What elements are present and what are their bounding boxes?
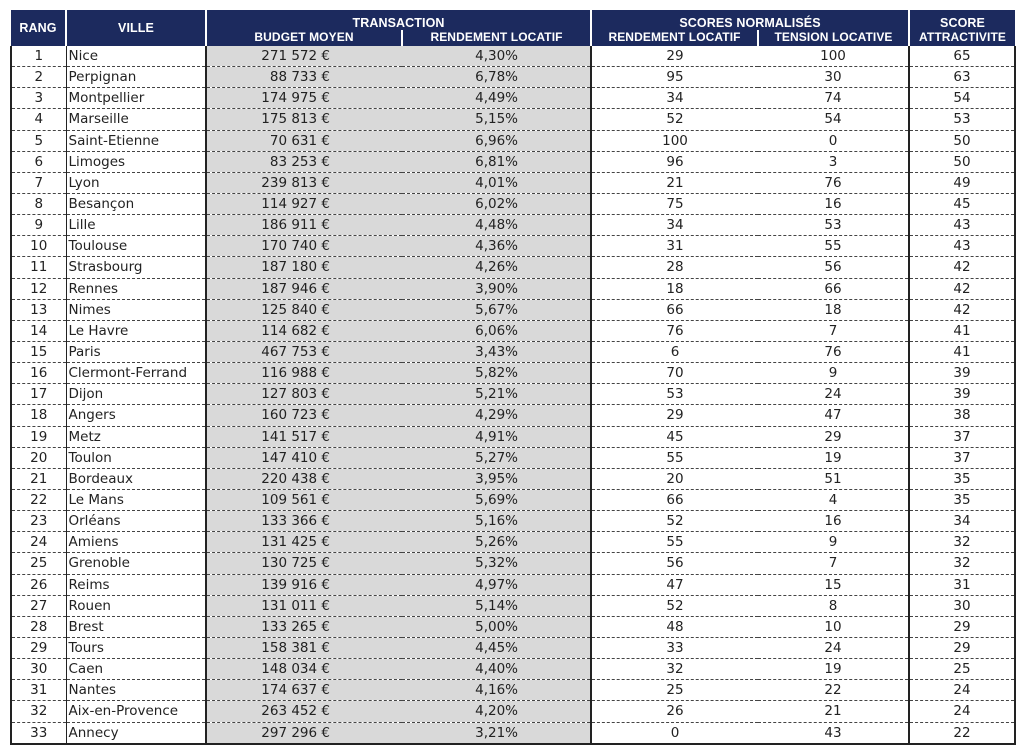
score-rendement-cell: 28 — [591, 257, 758, 278]
score-rendement-cell: 0 — [591, 722, 758, 744]
ville-cell: Grenoble — [66, 553, 206, 574]
rendement-cell: 4,01% — [402, 172, 591, 193]
score-attractivite-cell: 29 — [909, 616, 1015, 637]
score-attractivite-cell: 22 — [909, 722, 1015, 744]
rang-cell: 5 — [11, 130, 66, 151]
budget-cell: 147 410 € — [206, 447, 402, 468]
score-rendement-cell: 76 — [591, 320, 758, 341]
rang-cell: 11 — [11, 257, 66, 278]
score-attractivite-cell: 42 — [909, 257, 1015, 278]
table-row — [11, 320, 1015, 341]
rendement-cell: 6,96% — [402, 130, 591, 151]
ville-cell: Lyon — [66, 172, 206, 193]
rang-cell: 19 — [11, 426, 66, 447]
table-row — [11, 595, 1015, 616]
rendement-cell: 5,67% — [402, 299, 591, 320]
score-rendement-cell: 66 — [591, 489, 758, 510]
table-row — [11, 341, 1015, 362]
score-attractivite-cell: 39 — [909, 363, 1015, 384]
score-attractivite-cell: 25 — [909, 659, 1015, 680]
table-row — [11, 405, 1015, 426]
table-row — [11, 447, 1015, 468]
ville-cell: Nice — [66, 46, 206, 67]
rendement-cell: 3,95% — [402, 468, 591, 489]
rendement-cell: 4,30% — [402, 46, 591, 67]
score-attractivite-cell: 39 — [909, 384, 1015, 405]
ville-cell: Reims — [66, 574, 206, 595]
score-tension-cell: 3 — [758, 151, 909, 172]
header-budget-moyen: BUDGET MOYEN — [206, 30, 402, 46]
budget-cell: 141 517 € — [206, 426, 402, 447]
rang-cell: 26 — [11, 574, 66, 595]
budget-cell: 160 723 € — [206, 405, 402, 426]
score-tension-cell: 10 — [758, 616, 909, 637]
score-attractivite-cell: 34 — [909, 511, 1015, 532]
score-tension-cell: 30 — [758, 67, 909, 88]
rang-cell: 3 — [11, 88, 66, 109]
score-attractivite-cell: 38 — [909, 405, 1015, 426]
table-row — [11, 722, 1015, 744]
header-score: SCORE — [909, 10, 1015, 30]
score-attractivite-cell: 24 — [909, 680, 1015, 701]
rang-cell: 25 — [11, 553, 66, 574]
header-scores-normalises: SCORES NORMALISÉS — [591, 10, 909, 30]
ville-cell: Metz — [66, 426, 206, 447]
budget-cell: 139 916 € — [206, 574, 402, 595]
rang-cell: 10 — [11, 236, 66, 257]
score-tension-cell: 47 — [758, 405, 909, 426]
score-rendement-cell: 20 — [591, 468, 758, 489]
score-attractivite-cell: 63 — [909, 67, 1015, 88]
rendement-cell: 4,48% — [402, 215, 591, 236]
score-tension-cell: 7 — [758, 320, 909, 341]
budget-cell: 114 682 € — [206, 320, 402, 341]
budget-cell: 220 438 € — [206, 468, 402, 489]
table-row — [11, 468, 1015, 489]
budget-cell: 83 253 € — [206, 151, 402, 172]
table-row — [11, 616, 1015, 637]
score-attractivite-cell: 41 — [909, 320, 1015, 341]
score-attractivite-cell: 43 — [909, 236, 1015, 257]
score-tension-cell: 16 — [758, 511, 909, 532]
table-row — [11, 363, 1015, 384]
ville-cell: Tours — [66, 637, 206, 658]
score-tension-cell: 74 — [758, 88, 909, 109]
rendement-cell: 5,26% — [402, 532, 591, 553]
score-rendement-cell: 21 — [591, 172, 758, 193]
rang-cell: 16 — [11, 363, 66, 384]
header-scores-rendement-locatif: RENDEMENT LOCATIF — [591, 30, 758, 46]
score-attractivite-cell: 30 — [909, 595, 1015, 616]
rang-cell: 9 — [11, 215, 66, 236]
rang-cell: 21 — [11, 468, 66, 489]
budget-cell: 187 946 € — [206, 278, 402, 299]
table-body — [11, 46, 1015, 744]
rendement-cell: 5,82% — [402, 363, 591, 384]
rendement-cell: 3,43% — [402, 341, 591, 362]
score-attractivite-cell: 45 — [909, 193, 1015, 214]
score-tension-cell: 43 — [758, 722, 909, 744]
score-tension-cell: 19 — [758, 659, 909, 680]
table-row — [11, 384, 1015, 405]
rang-cell: 32 — [11, 701, 66, 722]
ville-cell: Caen — [66, 659, 206, 680]
ville-cell: Rennes — [66, 278, 206, 299]
budget-cell: 88 733 € — [206, 67, 402, 88]
table-row — [11, 574, 1015, 595]
rang-cell: 24 — [11, 532, 66, 553]
ville-cell: Strasbourg — [66, 257, 206, 278]
score-attractivite-cell: 41 — [909, 341, 1015, 362]
ville-cell: Clermont-Ferrand — [66, 363, 206, 384]
score-rendement-cell: 48 — [591, 616, 758, 637]
rendement-cell: 4,29% — [402, 405, 591, 426]
table-row — [11, 553, 1015, 574]
table-row — [11, 46, 1015, 67]
header-attractivite: ATTRACTIVITE — [909, 30, 1015, 46]
rendement-cell: 5,14% — [402, 595, 591, 616]
rang-cell: 23 — [11, 511, 66, 532]
budget-cell: 186 911 € — [206, 215, 402, 236]
ville-cell: Marseille — [66, 109, 206, 130]
header-transaction: TRANSACTION — [206, 10, 591, 30]
ville-cell: Montpellier — [66, 88, 206, 109]
budget-cell: 114 927 € — [206, 193, 402, 214]
score-rendement-cell: 45 — [591, 426, 758, 447]
rendement-cell: 4,91% — [402, 426, 591, 447]
table-row — [11, 299, 1015, 320]
score-rendement-cell: 52 — [591, 595, 758, 616]
ville-cell: Annecy — [66, 722, 206, 744]
ville-cell: Dijon — [66, 384, 206, 405]
rendement-cell: 4,26% — [402, 257, 591, 278]
score-rendement-cell: 53 — [591, 384, 758, 405]
budget-cell: 131 011 € — [206, 595, 402, 616]
table-row — [11, 172, 1015, 193]
budget-cell: 175 813 € — [206, 109, 402, 130]
header-rang: RANG — [11, 10, 66, 46]
table-row — [11, 215, 1015, 236]
score-rendement-cell: 55 — [591, 447, 758, 468]
rang-cell: 7 — [11, 172, 66, 193]
score-attractivite-cell: 37 — [909, 426, 1015, 447]
rendement-cell: 4,97% — [402, 574, 591, 595]
score-attractivite-cell: 42 — [909, 299, 1015, 320]
score-rendement-cell: 6 — [591, 341, 758, 362]
budget-cell: 174 975 € — [206, 88, 402, 109]
score-rendement-cell: 95 — [591, 67, 758, 88]
score-tension-cell: 56 — [758, 257, 909, 278]
rendement-cell: 5,00% — [402, 616, 591, 637]
rang-cell: 27 — [11, 595, 66, 616]
rang-cell: 31 — [11, 680, 66, 701]
ville-cell: Brest — [66, 616, 206, 637]
score-tension-cell: 55 — [758, 236, 909, 257]
rendement-cell: 5,21% — [402, 384, 591, 405]
score-attractivite-cell: 35 — [909, 489, 1015, 510]
score-attractivite-cell: 43 — [909, 215, 1015, 236]
score-attractivite-cell: 42 — [909, 278, 1015, 299]
table-row — [11, 193, 1015, 214]
score-tension-cell: 53 — [758, 215, 909, 236]
rang-cell: 12 — [11, 278, 66, 299]
score-rendement-cell: 18 — [591, 278, 758, 299]
score-tension-cell: 51 — [758, 468, 909, 489]
score-rendement-cell: 25 — [591, 680, 758, 701]
rendement-cell: 4,40% — [402, 659, 591, 680]
rang-cell: 17 — [11, 384, 66, 405]
score-tension-cell: 18 — [758, 299, 909, 320]
rendement-cell: 4,45% — [402, 637, 591, 658]
rendement-cell: 6,02% — [402, 193, 591, 214]
rang-cell: 20 — [11, 447, 66, 468]
rang-cell: 22 — [11, 489, 66, 510]
ville-cell: Le Havre — [66, 320, 206, 341]
score-tension-cell: 19 — [758, 447, 909, 468]
table-row — [11, 426, 1015, 447]
rang-cell: 1 — [11, 46, 66, 67]
rang-cell: 30 — [11, 659, 66, 680]
score-tension-cell: 100 — [758, 46, 909, 67]
score-rendement-cell: 56 — [591, 553, 758, 574]
ranking-table — [10, 10, 1016, 745]
table-row — [11, 511, 1015, 532]
ville-cell: Le Mans — [66, 489, 206, 510]
score-rendement-cell: 32 — [591, 659, 758, 680]
score-attractivite-cell: 53 — [909, 109, 1015, 130]
score-attractivite-cell: 32 — [909, 532, 1015, 553]
budget-cell: 133 265 € — [206, 616, 402, 637]
table-row — [11, 236, 1015, 257]
rendement-cell: 5,15% — [402, 109, 591, 130]
score-rendement-cell: 96 — [591, 151, 758, 172]
rendement-cell: 4,16% — [402, 680, 591, 701]
table-row — [11, 532, 1015, 553]
score-tension-cell: 16 — [758, 193, 909, 214]
rendement-cell: 3,90% — [402, 278, 591, 299]
score-attractivite-cell: 54 — [909, 88, 1015, 109]
score-rendement-cell: 100 — [591, 130, 758, 151]
budget-cell: 297 296 € — [206, 722, 402, 744]
ville-cell: Aix-en-Provence — [66, 701, 206, 722]
budget-cell: 116 988 € — [206, 363, 402, 384]
ville-cell: Besançon — [66, 193, 206, 214]
score-rendement-cell: 70 — [591, 363, 758, 384]
rang-cell: 4 — [11, 109, 66, 130]
table-row — [11, 88, 1015, 109]
rang-cell: 13 — [11, 299, 66, 320]
ville-cell: Limoges — [66, 151, 206, 172]
rang-cell: 8 — [11, 193, 66, 214]
score-attractivite-cell: 65 — [909, 46, 1015, 67]
budget-cell: 70 631 € — [206, 130, 402, 151]
score-attractivite-cell: 24 — [909, 701, 1015, 722]
score-tension-cell: 15 — [758, 574, 909, 595]
budget-cell: 170 740 € — [206, 236, 402, 257]
score-tension-cell: 29 — [758, 426, 909, 447]
rendement-cell: 3,21% — [402, 722, 591, 744]
score-tension-cell: 54 — [758, 109, 909, 130]
rendement-cell: 4,20% — [402, 701, 591, 722]
rang-cell: 15 — [11, 341, 66, 362]
table-row — [11, 659, 1015, 680]
header-tension-locative: TENSION LOCATIVE — [758, 30, 909, 46]
rendement-cell: 6,06% — [402, 320, 591, 341]
budget-cell: 127 803 € — [206, 384, 402, 405]
rang-cell: 18 — [11, 405, 66, 426]
table-row — [11, 680, 1015, 701]
score-attractivite-cell: 50 — [909, 130, 1015, 151]
table-row — [11, 257, 1015, 278]
score-rendement-cell: 34 — [591, 88, 758, 109]
rendement-cell: 5,16% — [402, 511, 591, 532]
score-rendement-cell: 26 — [591, 701, 758, 722]
table-row — [11, 67, 1015, 88]
ville-cell: Perpignan — [66, 67, 206, 88]
budget-cell: 239 813 € — [206, 172, 402, 193]
rendement-cell: 6,81% — [402, 151, 591, 172]
score-tension-cell: 9 — [758, 363, 909, 384]
rendement-cell: 5,27% — [402, 447, 591, 468]
score-tension-cell: 4 — [758, 489, 909, 510]
rang-cell: 14 — [11, 320, 66, 341]
rendement-cell: 5,32% — [402, 553, 591, 574]
budget-cell: 131 425 € — [206, 532, 402, 553]
ville-cell: Saint-Etienne — [66, 130, 206, 151]
rang-cell: 2 — [11, 67, 66, 88]
ville-cell: Rouen — [66, 595, 206, 616]
budget-cell: 148 034 € — [206, 659, 402, 680]
table-row — [11, 278, 1015, 299]
score-rendement-cell: 33 — [591, 637, 758, 658]
budget-cell: 187 180 € — [206, 257, 402, 278]
score-rendement-cell: 29 — [591, 46, 758, 67]
ville-cell: Orléans — [66, 511, 206, 532]
score-rendement-cell: 29 — [591, 405, 758, 426]
rang-cell: 6 — [11, 151, 66, 172]
score-tension-cell: 66 — [758, 278, 909, 299]
table-row — [11, 637, 1015, 658]
budget-cell: 130 725 € — [206, 553, 402, 574]
score-attractivite-cell: 31 — [909, 574, 1015, 595]
score-tension-cell: 22 — [758, 680, 909, 701]
score-tension-cell: 9 — [758, 532, 909, 553]
score-tension-cell: 21 — [758, 701, 909, 722]
score-tension-cell: 8 — [758, 595, 909, 616]
score-attractivite-cell: 29 — [909, 637, 1015, 658]
rendement-cell: 4,49% — [402, 88, 591, 109]
score-tension-cell: 76 — [758, 172, 909, 193]
score-attractivite-cell: 35 — [909, 468, 1015, 489]
budget-cell: 158 381 € — [206, 637, 402, 658]
budget-cell: 174 637 € — [206, 680, 402, 701]
ville-cell: Amiens — [66, 532, 206, 553]
score-tension-cell: 7 — [758, 553, 909, 574]
score-rendement-cell: 47 — [591, 574, 758, 595]
ville-cell: Angers — [66, 405, 206, 426]
ville-cell: Toulon — [66, 447, 206, 468]
budget-cell: 263 452 € — [206, 701, 402, 722]
budget-cell: 125 840 € — [206, 299, 402, 320]
ville-cell: Nantes — [66, 680, 206, 701]
rendement-cell: 6,78% — [402, 67, 591, 88]
table-row — [11, 109, 1015, 130]
score-tension-cell: 0 — [758, 130, 909, 151]
table-row — [11, 151, 1015, 172]
score-rendement-cell: 34 — [591, 215, 758, 236]
score-attractivite-cell: 37 — [909, 447, 1015, 468]
budget-cell: 271 572 € — [206, 46, 402, 67]
score-rendement-cell: 52 — [591, 511, 758, 532]
ville-cell: Lille — [66, 215, 206, 236]
score-tension-cell: 76 — [758, 341, 909, 362]
table-row — [11, 701, 1015, 722]
table-row — [11, 130, 1015, 151]
score-attractivite-cell: 49 — [909, 172, 1015, 193]
score-rendement-cell: 31 — [591, 236, 758, 257]
budget-cell: 133 366 € — [206, 511, 402, 532]
ville-cell: Toulouse — [66, 236, 206, 257]
score-rendement-cell: 52 — [591, 109, 758, 130]
header-rendement-locatif: RENDEMENT LOCATIF — [402, 30, 591, 46]
score-attractivite-cell: 32 — [909, 553, 1015, 574]
header-ville: VILLE — [66, 10, 206, 46]
score-rendement-cell: 66 — [591, 299, 758, 320]
budget-cell: 467 753 € — [206, 341, 402, 362]
rang-cell: 33 — [11, 722, 66, 744]
ville-cell: Bordeaux — [66, 468, 206, 489]
rendement-cell: 4,36% — [402, 236, 591, 257]
ville-cell: Paris — [66, 341, 206, 362]
budget-cell: 109 561 € — [206, 489, 402, 510]
ville-cell: Nimes — [66, 299, 206, 320]
table-row — [11, 489, 1015, 510]
score-attractivite-cell: 50 — [909, 151, 1015, 172]
rang-cell: 29 — [11, 637, 66, 658]
score-tension-cell: 24 — [758, 637, 909, 658]
score-rendement-cell: 75 — [591, 193, 758, 214]
score-rendement-cell: 55 — [591, 532, 758, 553]
rendement-cell: 5,69% — [402, 489, 591, 510]
rang-cell: 28 — [11, 616, 66, 637]
score-tension-cell: 24 — [758, 384, 909, 405]
